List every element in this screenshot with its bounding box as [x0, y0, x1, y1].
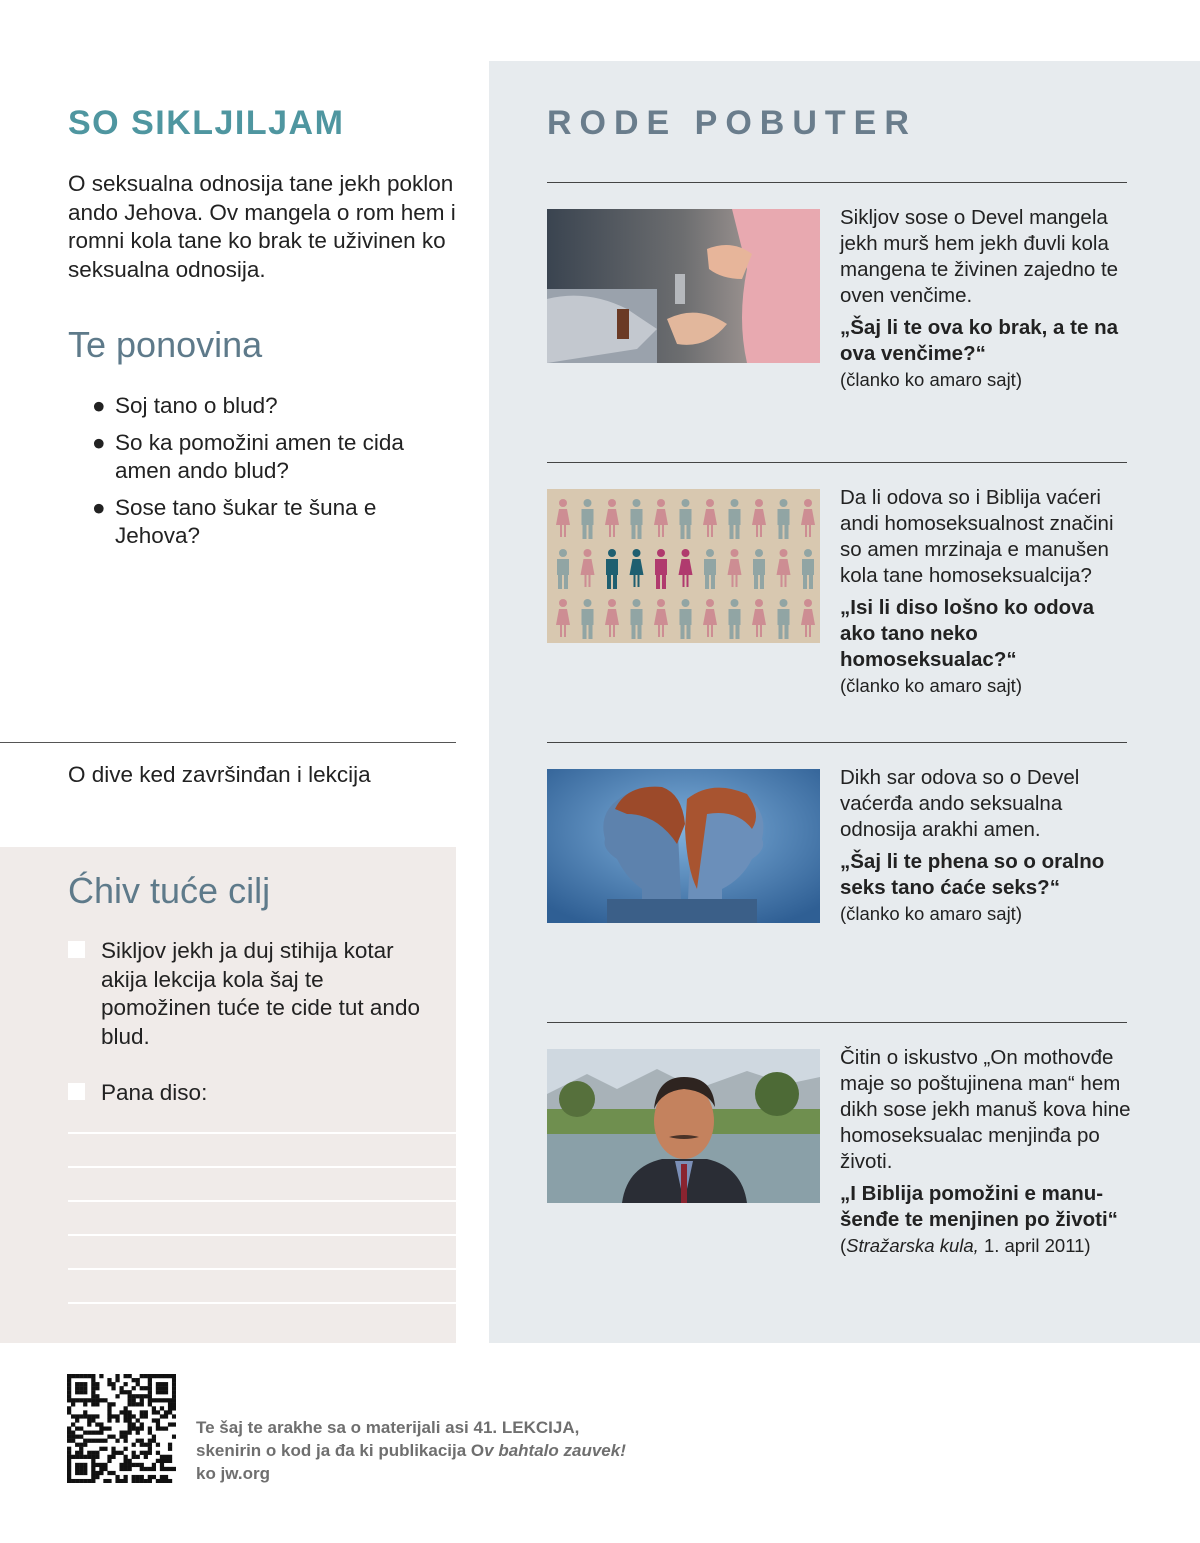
item-source: (članko ko amaro sajt) [840, 903, 1022, 924]
summary-heading: SO SIKLJILJAM [68, 104, 345, 142]
review-question-list [92, 392, 422, 559]
item-divider [547, 1022, 1127, 1023]
man-portrait-image[interactable] [547, 1049, 820, 1203]
explore-item [840, 485, 1132, 699]
summary-text: O seksualna odnosija tane jekh poklon ando Jehova. Ov mangela o rom hem i romni kola tane ko brak te uživinen ko seksualna odnosija. [68, 171, 456, 282]
write-in-line[interactable] [68, 1302, 456, 1304]
item-article-link[interactable]: „Šaj li te ova ko brak, a te na ova venčime?“ [840, 316, 1119, 365]
review-heading: Te ponovina [68, 324, 263, 365]
write-in-line[interactable] [68, 1200, 456, 1202]
review-question [92, 429, 422, 486]
item-description: Dikh sar odova so o Devel vaćerđa ando seksualna odnosija arakhi amen. [840, 766, 1080, 841]
goal-item-text: Sikljov jekh ja duj stihija kotar akija lekcija kola šaj te pomožinen tuće te cide tut ando blud. [101, 938, 420, 1049]
left-divider [0, 742, 456, 743]
review-question-text: So ka pomožini amen te cida amen ando blud? [115, 429, 404, 483]
write-in-line[interactable] [68, 1268, 456, 1270]
footer-note [196, 1416, 626, 1485]
goal-item[interactable] [68, 937, 428, 1051]
silhouettes-image[interactable] [547, 769, 820, 923]
goal-item[interactable] [68, 1079, 428, 1108]
explore-item [840, 205, 1132, 393]
figures-pattern-image[interactable] [547, 489, 820, 643]
item-description: Sikljov sose o Devel mangela jekh murš hem jekh đuvli kola mangena te živinen zajedno te oven venčime. [840, 206, 1119, 307]
footer-line-1: Te šaj te arakhe sa o materijali asi 41. LEKCIJA, [196, 1418, 580, 1437]
bullet-icon: ● [92, 429, 106, 455]
item-source: (članko ko amaro sajt) [840, 675, 1022, 696]
explore-item [840, 1045, 1132, 1259]
goal-checkbox[interactable] [68, 1083, 85, 1100]
goal-item-text: Pana diso: [101, 1080, 208, 1105]
explore-heading: RODE POBUTER [547, 104, 917, 142]
bullet-icon: ● [92, 393, 106, 418]
review-question [92, 494, 422, 551]
item-article-link[interactable]: „I Biblija pomožini e manu-šenđe te menjinen po životi“ [840, 1182, 1118, 1231]
qr-code-icon[interactable] [67, 1374, 176, 1483]
review-question-text: Soj tano o blud? [115, 393, 278, 418]
source-date: 1. april 2011) [978, 1235, 1091, 1256]
review-question [92, 392, 422, 421]
goal-checkbox[interactable] [68, 941, 85, 958]
explore-item [840, 765, 1132, 927]
publication-title[interactable]: v bahtalo zauvek! [484, 1441, 626, 1460]
item-article-link[interactable]: „Isi li diso lošno ko odova ako tano neko homoseksualac?“ [840, 596, 1095, 671]
write-in-line[interactable] [68, 1166, 456, 1168]
item-description: Čitin o iskustvo „On mothovđe maje so poštujinena man“ hem dikh sose jekh manuš kova hine homoseksualac menjinđa po životi. [840, 1046, 1131, 1173]
item-divider [547, 742, 1127, 743]
item-source [840, 1233, 1132, 1259]
source-prefix: ( [840, 1235, 847, 1256]
item-divider [547, 182, 1127, 183]
item-divider [547, 462, 1127, 463]
footer-line-2: skenirin o kod ja đa ki publikacija O [196, 1441, 485, 1460]
review-question-text: Sose tano šukar te šuna e Jehova? [115, 494, 377, 548]
write-in-line[interactable] [68, 1234, 456, 1236]
goal-heading: Ćhiv tuće cilj [68, 870, 271, 911]
footer-site-link[interactable]: ko jw.org [196, 1464, 270, 1483]
completed-date-label: O dive ked završinđan i lekcija [68, 762, 371, 787]
source-publication[interactable]: Stražarska kula, [846, 1235, 979, 1256]
bullet-icon: ● [92, 494, 106, 520]
item-article-link[interactable]: „Šaj li te phena so o oralno seks tano ćaće seks?“ [840, 850, 1105, 899]
write-in-line[interactable] [68, 1132, 456, 1134]
item-description: Da li odova so i Biblija vaćeri andi homoseksualnost značini so amen mrzinaja e manušen kola tane homoseksualcija? [840, 486, 1114, 587]
item-source: (članko ko amaro sajt) [840, 369, 1022, 390]
keys-handover-image[interactable] [547, 209, 820, 363]
